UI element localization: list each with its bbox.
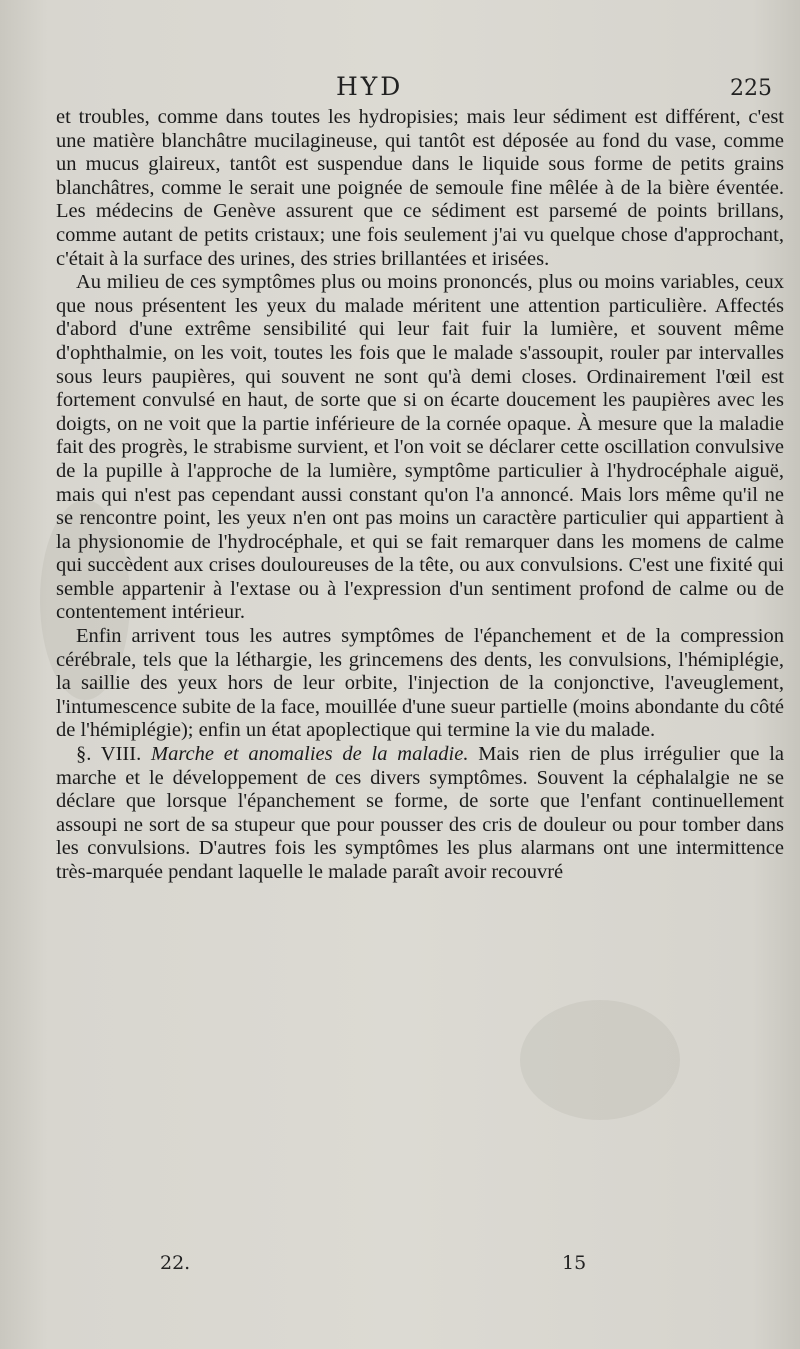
page-header (0, 66, 800, 106)
running-head: HYD (336, 72, 404, 101)
section-number: §. VIII. (76, 743, 142, 766)
page-number: 225 (730, 76, 772, 101)
paragraph-1: et troubles, comme dans toutes les hydropisies; mais leur sédiment est différent, c'est une matière blanchâtre mucilagineuse, qui tantôt est déposée au fond du vase, comme un mucus glaireux, tantôt est suspendue dans le liquide sous forme de petits grains blanchâtres, comme le serait une poignée de semoule fine mêlée à de la bière éventée. Les médecins de Genève assurent que ce sédiment est parsemé de points brillans, comme autant de petits cristaux; une fois seulement j'ai vu quelque chose d'approchant, c'était à la surface des urines, des stries brillantées et irisées. (56, 106, 784, 270)
gathering-number: 15 (562, 1252, 587, 1274)
section-title: Marche et anomalies de la maladie. (151, 743, 469, 766)
signature-mark: 22. (160, 1252, 191, 1274)
paragraph-3: Enfin arrivent tous les autres symptômes de l'épanchement et de la compression cérébrale, tels que la léthargie, les grincemens des dents, les convulsions, l'hémiplégie, la saillie des yeux hors de leur orbite, l'injection de la conjonctive, l'aveuglement, l'intumescence subite de la face, mouillée d'une sueur partielle (moins abondante du côté de l'hémiplégie); enfin un état apoplectique qui termine la vie du malade. (56, 625, 784, 742)
body-text (56, 106, 784, 885)
section-text: Mais rien de plus irrégulier que la marche et le développement de ces divers symptômes. Souvent la céphalalgie ne se déclare que lorsque l'épanchement se forme, de sorte que l'enfant continuellement assoupi ne sort de sa stupeur que pour pousser des cris de douleur ou pour tomber dans les convulsions. D'autres fois les symptômes les plus alarmans ont une intermittence très-marquée pendant laquelle le malade paraît avoir recouvré (56, 743, 785, 883)
page-footer (0, 1252, 800, 1282)
section-paragraph (56, 743, 784, 885)
paragraph-2: Au milieu de ces symptômes plus ou moins prononcés, plus ou moins variables, ceux que nous présentent les yeux du malade méritent une attention particulière. Affectés d'abord d'une extrême sensibilité qui leur fait fuir la lumière, et souvent même d'ophthalmie, on les voit, toutes les fois que le malade s'assoupit, rouler par intervalles sous leurs paupières, qui souvent ne sont qu'à demi closes. Ordinairement l'œil est fortement convulsé en haut, de sorte que si on écarte doucement les paupières avec les doigts, on ne voit que la partie inférieure de la cornée opaque. À mesure que la maladie fait des progrès, le strabisme survient, et l'on voit se déclarer cette oscillation convulsive de la pupille à l'approche de la lumière, symptôme particulier à l'hydrocéphale aiguë, mais qui n'est pas cependant aussi constant qu'on l'a annoncé. Mais lors même qu'il ne se rencontre point, les yeux n'en ont pas moins un caractère particulier qui appartient à la physionomie de l'hydrocéphale, et qui se fait remarquer dans les momens de calme qui succèdent aux crises douloureuses de la tête, ou aux convulsions. C'est une fixité qui semble appartenir à l'extase ou à l'expression d'un sentiment profond de calme ou de contentement intérieur. (56, 271, 784, 624)
paper-stain (520, 1000, 680, 1120)
